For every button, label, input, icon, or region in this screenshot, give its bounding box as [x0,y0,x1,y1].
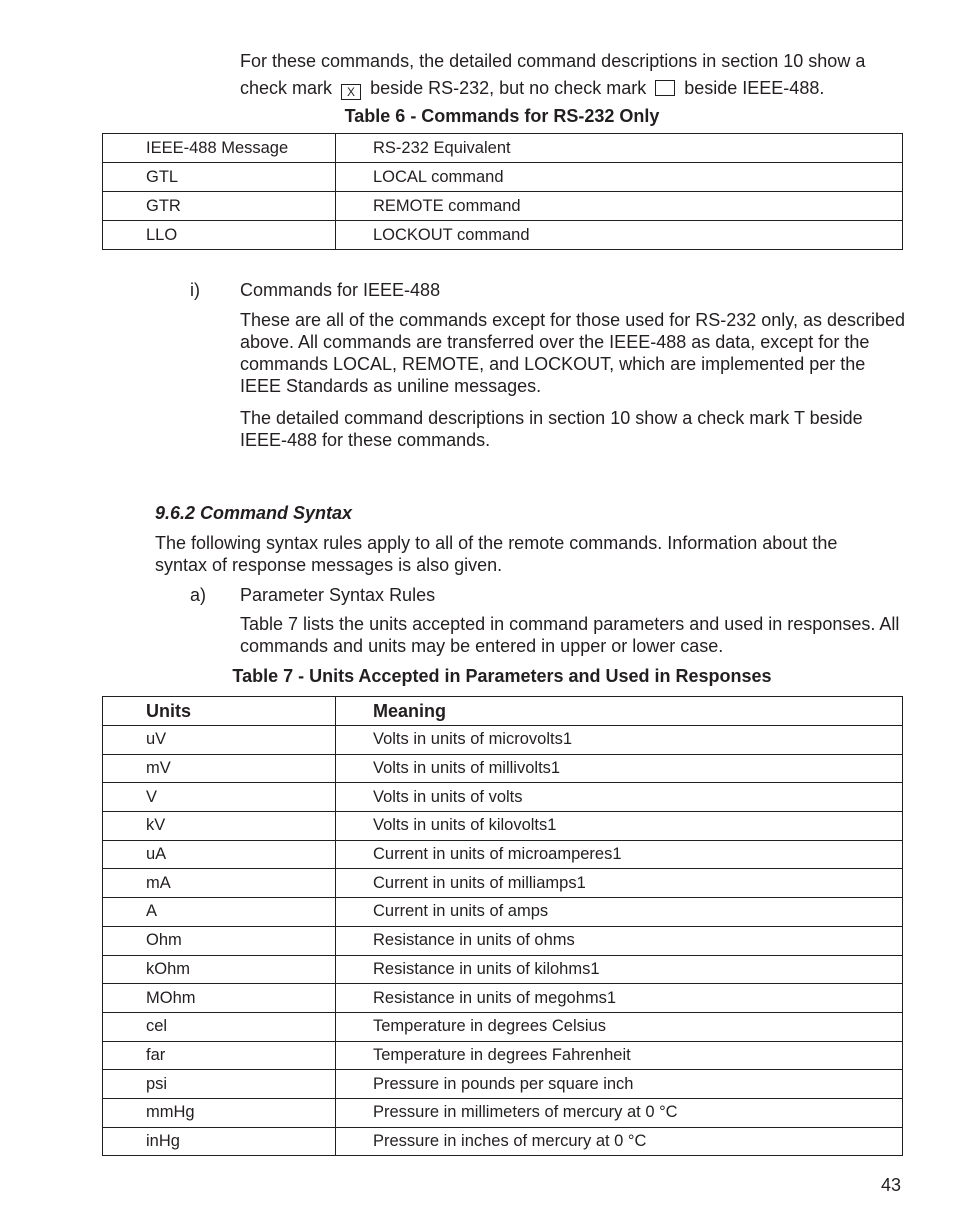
table-cell: Pressure in pounds per square inch [336,1070,903,1099]
table-header-row [103,134,903,163]
table-cell: mmHg [103,1098,336,1127]
intro-line-1: For these commands, the detailed command descriptions in section 10 show a [240,51,866,71]
table-cell: Temperature in degrees Celsius [336,1012,903,1041]
item-i-title: Commands for IEEE-488 [240,280,441,300]
table7 [102,696,903,1156]
table-cell: Volts in units of volts [336,783,903,812]
table-cell: Volts in units of microvolts1 [336,726,903,755]
table-cell: kOhm [103,955,336,984]
page-number: 43 [880,1175,901,1195]
table-row [103,221,903,250]
table-cell: kV [103,812,336,841]
table-row [103,1041,903,1070]
table-cell: uA [103,840,336,869]
table-cell: Resistance in units of megohms1 [336,984,903,1013]
table-cell: MOhm [103,984,336,1013]
table-cell: inHg [103,1127,336,1156]
table-row [103,869,903,898]
table-header-cell: RS-232 Equivalent [336,134,903,163]
table-cell: Volts in units of kilovolts1 [336,812,903,841]
table-row [103,726,903,755]
table-header-cell: Units [103,697,336,726]
empty-box-icon [655,80,675,96]
table-cell: V [103,783,336,812]
table-cell: REMOTE command [336,192,903,221]
table-header-cell: IEEE-488 Message [103,134,336,163]
table-row [103,1127,903,1156]
table-cell: Current in units of amps [336,898,903,927]
section-paragraph: The following syntax rules apply to all of the remote commands. Information about the syntax of response messages is also given. [155,533,838,575]
table-row [103,898,903,927]
table-row [103,1012,903,1041]
table-cell: Pressure in inches of mercury at 0 °C [336,1127,903,1156]
intro-paragraph [240,48,910,102]
table-cell: cel [103,1012,336,1041]
table-cell: GTL [103,163,336,192]
table-cell: Resistance in units of kilohms1 [336,955,903,984]
table-row [103,812,903,841]
table-row [103,1070,903,1099]
table-cell: A [103,898,336,927]
table-cell: Pressure in millimeters of mercury at 0 °C [336,1098,903,1127]
table-header-row [103,697,903,726]
table-cell: LLO [103,221,336,250]
table-row [103,984,903,1013]
table-cell: mA [103,869,336,898]
intro-line-2-start: check mark [240,78,333,98]
item-a-title: Parameter Syntax Rules [240,585,436,605]
table-cell: Temperature in degrees Fahrenheit [336,1041,903,1070]
table7-caption: Table 7 - Units Accepted in Parameters and Used in Responses [232,666,772,686]
table-cell: psi [103,1070,336,1099]
intro-line-2-end: beside IEEE-488. [684,78,825,98]
table-cell: Ohm [103,926,336,955]
table-cell: mV [103,754,336,783]
intro-line-2-middle: beside RS-232, but no check mark [370,78,647,98]
checked-box-icon: X [341,84,361,100]
item-i-paragraph-2: The detailed command descriptions in section 10 show a check mark T beside IEEE-488 for these commands. [240,408,863,450]
table6-caption: Table 6 - Commands for RS-232 Only [344,106,660,126]
table-row [103,840,903,869]
table-row [103,955,903,984]
table-row [103,926,903,955]
section-heading: 9.6.2 Command Syntax [155,503,353,523]
table-cell: uV [103,726,336,755]
table-row [103,754,903,783]
item-i-marker: i) [190,280,200,300]
table-cell: Current in units of microamperes1 [336,840,903,869]
table-row [103,783,903,812]
table-cell: LOCKOUT command [336,221,903,250]
table6 [102,133,903,250]
table-cell: far [103,1041,336,1070]
table-cell: Resistance in units of ohms [336,926,903,955]
table-cell: Current in units of milliamps1 [336,869,903,898]
table-cell: GTR [103,192,336,221]
item-a-paragraph: Table 7 lists the units accepted in command parameters and used in responses. All commands and units may be entered in upper or lower case. [240,614,900,656]
item-a-marker: a) [190,585,207,605]
intro-line-2 [240,75,910,102]
table-row [103,1098,903,1127]
table-header-cell: Meaning [336,697,903,726]
table-cell: Volts in units of millivolts1 [336,754,903,783]
table-row [103,192,903,221]
item-i-paragraph-1: These are all of the commands except for those used for RS-232 only, as described above. All commands are transferred over the IEEE-488 as data, except for the commands LOCAL, REMOTE, and LOCKOUT, which are implemented per the IEEE Standards as uniline messages. [240,310,906,396]
table-cell: LOCAL command [336,163,903,192]
table-row [103,163,903,192]
